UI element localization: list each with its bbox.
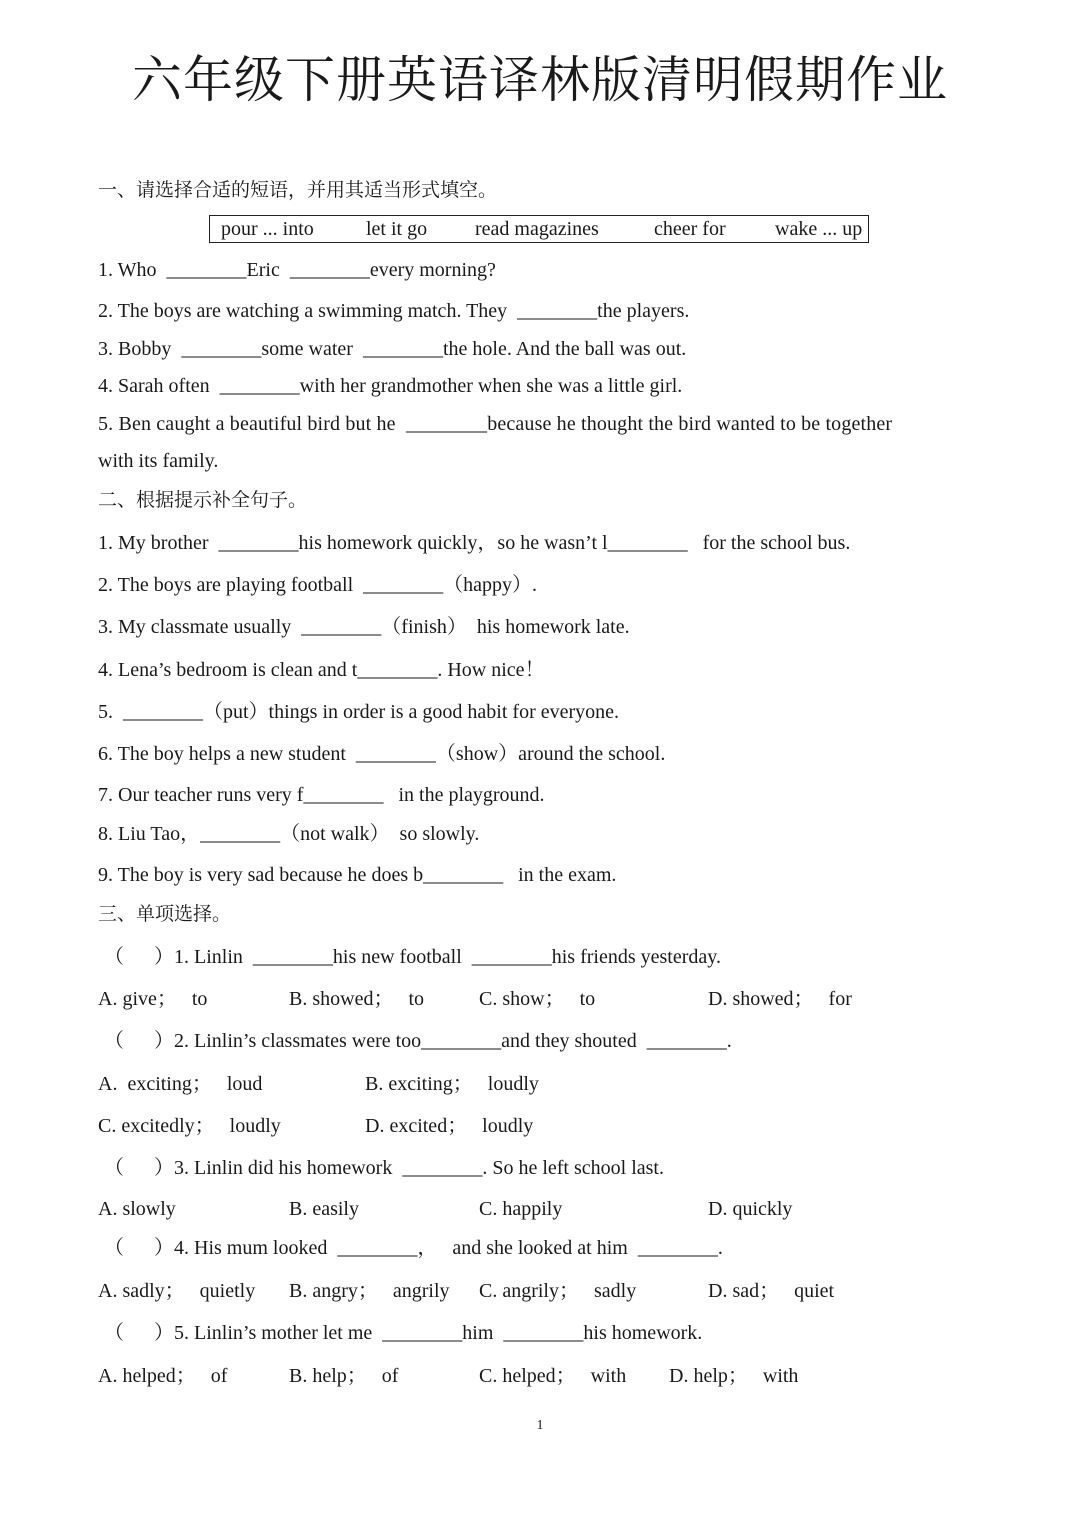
phrase: read magazines xyxy=(475,218,599,240)
mc-option: D. help； with xyxy=(669,1365,799,1387)
question-item: 1. My brother ________his homework quickly，so he wasn’t l________ for the school bus. xyxy=(98,532,851,554)
mc-option: D. excited； loudly xyxy=(365,1115,534,1137)
phrase: let it go xyxy=(366,218,428,240)
question-item: 5. ________（put）things in order is a good habit for everyone. xyxy=(98,701,620,723)
mc-option: D. quickly xyxy=(708,1198,793,1220)
mc-option: A. sadly； quietly xyxy=(98,1280,256,1302)
mc-option: B. help； of xyxy=(289,1365,399,1387)
question-item-continued: with its family. xyxy=(98,450,219,472)
mc-option: C. angrily； sadly xyxy=(479,1280,637,1302)
question-item: 3. Bobby ________some water ________the hole. And the ball was out. xyxy=(98,338,687,360)
question-item: 3. My classmate usually ________（finish） his homework late. xyxy=(98,616,630,638)
mc-option: D. showed； for xyxy=(708,988,852,1010)
question-item: 7. Our teacher runs very f________ in the playground. xyxy=(98,784,545,806)
section-heading-1: 一、请选择合适的短语，并用其适当形式填空。 xyxy=(98,179,498,201)
question-item: 6. The boy helps a new student ________（show）around the school. xyxy=(98,743,666,765)
mc-option: A. helped； of xyxy=(98,1365,228,1387)
mc-option: C. helped； with xyxy=(479,1365,627,1387)
page-title: 六年级下册英语译林版清明假期作业 xyxy=(132,51,948,109)
question-item: 9. The boy is very sad because he does b________ in the exam. xyxy=(98,864,617,886)
mc-option: A. exciting； loud xyxy=(98,1073,263,1095)
question-item: 1. Who ________Eric ________every morning? xyxy=(98,259,496,281)
mc-question-stem: （ ）1. Linlin ________his new football ________his friends yesterday. xyxy=(104,946,721,968)
mc-question-stem: （ ）3. Linlin did his homework ________. So he left school last. xyxy=(104,1157,664,1179)
question-item: 5. Ben caught a beautiful bird but he ________because he thought the bird wanted to be together xyxy=(98,413,893,435)
section-heading-2: 二、根据提示补全句子。 xyxy=(98,489,308,511)
section-heading-3: 三、单项选择。 xyxy=(98,903,232,925)
phrase-box xyxy=(209,215,869,243)
mc-option: A. give； to xyxy=(98,988,208,1010)
question-item: 4. Sarah often ________with her grandmother when she was a little girl. xyxy=(98,375,683,397)
mc-question-stem: （ ）4. His mum looked ________， and she looked at him ________. xyxy=(104,1237,723,1259)
mc-option: B. angry； angrily xyxy=(289,1280,450,1302)
mc-option: B. showed； to xyxy=(289,988,424,1010)
mc-option: C. excitedly； loudly xyxy=(98,1115,281,1137)
mc-question-stem: （ ）2. Linlin’s classmates were too________and they shouted ________. xyxy=(104,1030,732,1052)
phrase: wake ... up xyxy=(775,218,863,240)
question-item: 4. Lena’s bedroom is clean and t________. How nice！ xyxy=(98,659,545,681)
mc-option: B. exciting； loudly xyxy=(365,1073,539,1095)
question-item: 2. The boys are playing football ________（happy）. xyxy=(98,574,538,596)
mc-option: B. easily xyxy=(289,1198,359,1220)
mc-option: A. slowly xyxy=(98,1198,176,1220)
mc-option: D. sad； quiet xyxy=(708,1280,835,1302)
mc-option: C. show； to xyxy=(479,988,596,1010)
question-item: 2. The boys are watching a swimming match. They ________the players. xyxy=(98,300,690,322)
question-item: 8. Liu Tao，________（not walk） so slowly. xyxy=(98,823,480,845)
phrase: cheer for xyxy=(654,218,726,240)
mc-question-stem: （ ）5. Linlin’s mother let me ________him ________his homework. xyxy=(104,1322,703,1344)
phrase: pour ... into xyxy=(221,218,314,240)
mc-option: C. happily xyxy=(479,1198,563,1220)
page-number: 1 xyxy=(536,1418,544,1433)
